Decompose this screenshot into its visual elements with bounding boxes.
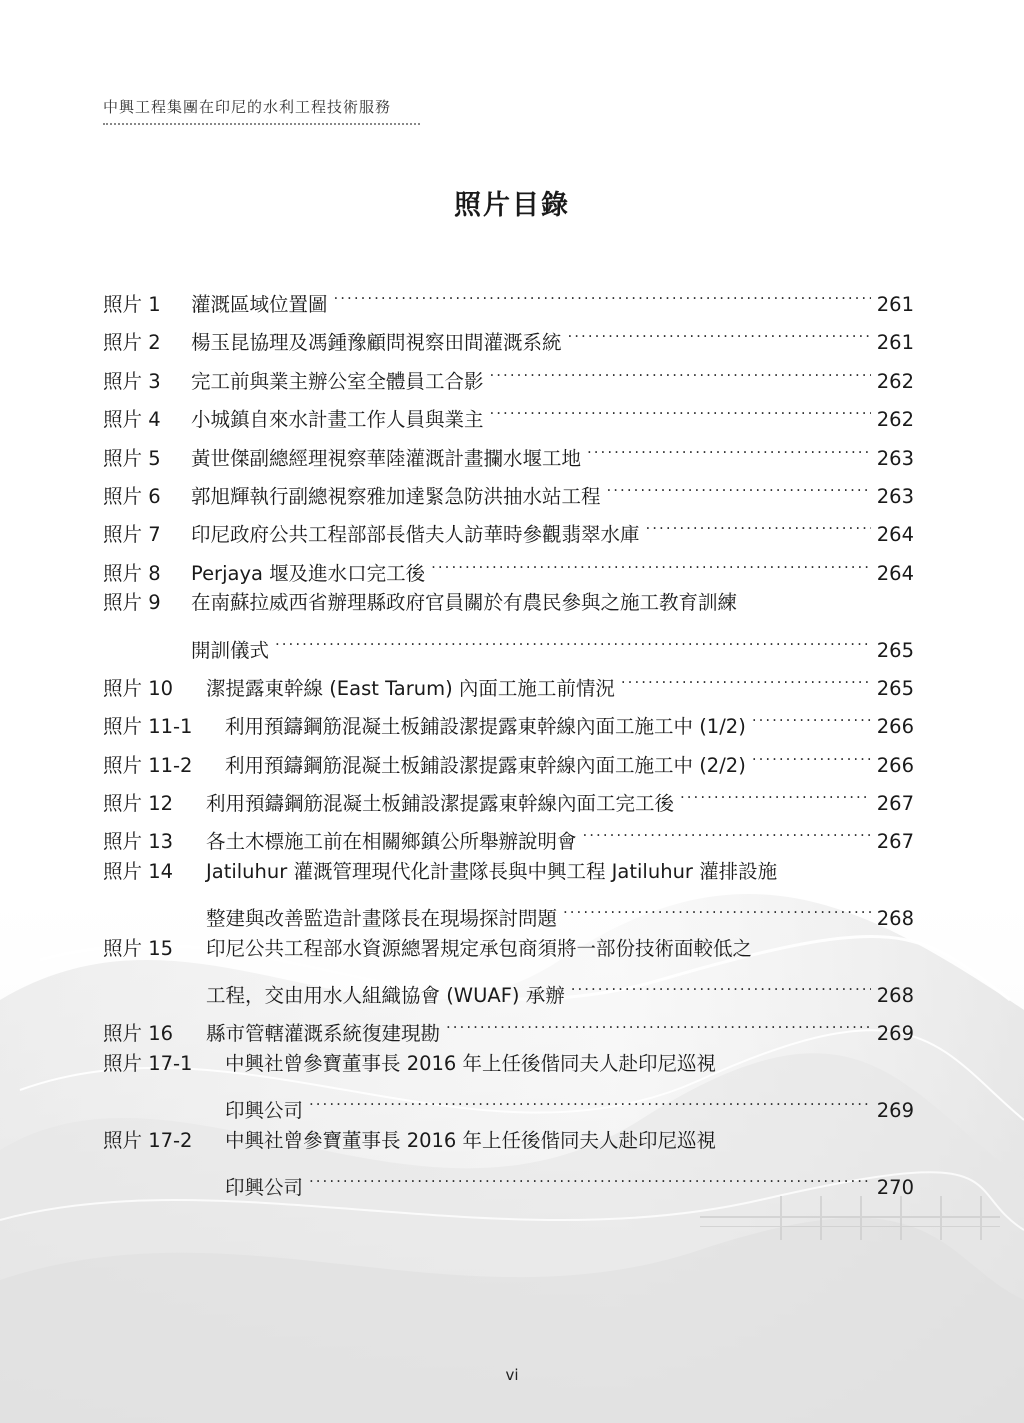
toc-entry xyxy=(103,818,914,856)
page-number: vi xyxy=(505,1366,519,1384)
toc-entry xyxy=(103,358,914,396)
dot-leader xyxy=(571,972,871,1002)
dot-leader xyxy=(563,895,871,925)
toc-entry-continuation xyxy=(103,895,914,933)
toc-entry xyxy=(103,588,914,626)
dot-leader xyxy=(446,1010,871,1040)
toc-entry xyxy=(103,550,914,588)
toc-entry-title: 在南蘇拉威西省辦理縣政府官員關於有農民參與之施工教育訓練 xyxy=(191,591,738,615)
toc-entry-number: 照片 5 xyxy=(103,446,161,470)
toc-entry-number: 照片 17-1 xyxy=(103,1051,193,1075)
dot-leader xyxy=(334,281,871,311)
toc-entry-title: 中興社曾參寶董事長 2016 年上任後偕同夫人赴印尼巡視 xyxy=(225,1128,717,1152)
toc-entry-page: 262 xyxy=(876,369,914,393)
toc-entry xyxy=(103,742,914,780)
toc-entry-title: 潔提露東幹線 (East Tarum) 內面工施工前情況 xyxy=(206,676,615,700)
toc-entry-page: 269 xyxy=(876,1022,914,1046)
dot-leader xyxy=(490,358,871,388)
toc-entry-number: 照片 16 xyxy=(103,1022,174,1046)
toc-entry-page: 265 xyxy=(876,676,914,700)
dot-leader xyxy=(646,511,871,541)
toc-entry xyxy=(103,319,914,357)
toc-entry-page: 269 xyxy=(876,1099,914,1123)
toc-entry xyxy=(103,1126,914,1164)
toc-entry-title: 利用預鑄鋼筋混凝土板鋪設潔提露東幹線內面工施工中 (1/2) xyxy=(225,715,746,739)
toc-entry-title: 郭旭輝執行副總視察雅加達緊急防洪抽水站工程 xyxy=(191,484,601,508)
toc-entry-number: 照片 14 xyxy=(103,859,174,883)
toc-entry-number: 照片 11-1 xyxy=(103,715,193,739)
toc-entry-title: 印尼公共工程部水資源總署規定承包商須將一部份技術面較低之 xyxy=(206,936,753,960)
toc-entry xyxy=(103,435,914,473)
toc-entry-title-cont: 開訓儀式 xyxy=(191,638,270,662)
toc-entry xyxy=(103,703,914,741)
dot-leader xyxy=(587,435,871,465)
toc-entry-title: 楊玉昆協理及馮鍾豫顧問視察田間灌溉系統 xyxy=(191,331,562,355)
toc-entry-number: 照片 13 xyxy=(103,830,174,854)
toc-entry-page: 264 xyxy=(876,523,914,547)
toc-entry-title: Perjaya 堰及進水口完工後 xyxy=(191,561,426,585)
photo-toc-list xyxy=(103,281,914,1202)
toc-entry-title: 縣市管轄灌溉系統復建現勘 xyxy=(206,1022,441,1046)
toc-entry xyxy=(103,780,914,818)
toc-entry-page: 266 xyxy=(876,753,914,777)
toc-entry-page: 270 xyxy=(876,1175,914,1199)
toc-entry xyxy=(103,934,914,972)
toc-entry-page: 263 xyxy=(876,446,914,470)
toc-entry-number: 照片 11-2 xyxy=(103,753,193,777)
toc-entry-page: 268 xyxy=(876,907,914,931)
toc-entry xyxy=(103,1010,914,1048)
toc-entry-page: 261 xyxy=(876,331,914,355)
toc-entry-number: 照片 6 xyxy=(103,484,161,508)
toc-entry-number: 照片 9 xyxy=(103,591,161,615)
toc-entry-title: 利用預鑄鋼筋混凝土板鋪設潔提露東幹線內面工施工中 (2/2) xyxy=(225,753,746,777)
toc-entry xyxy=(103,1049,914,1087)
toc-entry-continuation xyxy=(103,1087,914,1125)
dot-leader xyxy=(275,627,871,657)
dot-leader xyxy=(752,742,871,772)
toc-entry-number: 照片 2 xyxy=(103,331,161,355)
dot-leader xyxy=(309,1087,871,1117)
toc-entry-number: 照片 10 xyxy=(103,676,174,700)
toc-entry-page: 262 xyxy=(876,408,914,432)
toc-entry-title: 黃世傑副總經理視察華陸灌溉計畫攔水堰工地 xyxy=(191,446,582,470)
page-title: 照片目錄 xyxy=(454,190,570,221)
toc-entry-number: 照片 17-2 xyxy=(103,1128,193,1152)
toc-entry-number: 照片 1 xyxy=(103,293,161,316)
running-header: 中興工程集團在印尼的水利工程技術服務 xyxy=(103,96,420,125)
toc-entry-page: 265 xyxy=(876,638,914,662)
toc-entry-title: 完工前與業主辦公室全體員工合影 xyxy=(191,369,484,393)
toc-entry-page: 261 xyxy=(876,293,914,316)
toc-entry-title-cont: 印興公司 xyxy=(225,1175,304,1199)
dot-leader xyxy=(431,550,871,580)
toc-entry-continuation xyxy=(103,972,914,1010)
toc-entry-title: 各土木標施工前在相關鄉鎮公所舉辦說明會 xyxy=(206,830,577,854)
toc-entry xyxy=(103,511,914,549)
toc-entry-title-cont: 整建與改善監造計畫隊長在現場探討問題 xyxy=(206,907,558,931)
toc-entry-number: 照片 4 xyxy=(103,408,161,432)
toc-entry-title: Jatiluhur 灌溉管理現代化計畫隊長與中興工程 Jatiluhur 灌排設施 xyxy=(206,859,778,883)
toc-entry-title: 印尼政府公共工程部部長偕夫人訪華時參觀翡翠水庫 xyxy=(191,523,640,547)
toc-entry-title: 小城鎮自來水計畫工作人員與業主 xyxy=(191,408,484,432)
toc-entry-page: 264 xyxy=(876,561,914,585)
toc-entry-number: 照片 12 xyxy=(103,792,174,816)
toc-entry-title: 中興社曾參寶董事長 2016 年上任後偕同夫人赴印尼巡視 xyxy=(225,1051,717,1075)
toc-entry xyxy=(103,396,914,434)
dot-leader xyxy=(621,665,871,695)
toc-entry-page: 266 xyxy=(876,715,914,739)
toc-entry-page: 267 xyxy=(876,792,914,816)
toc-entry-continuation xyxy=(103,1164,914,1202)
toc-entry-page: 267 xyxy=(876,830,914,854)
dot-leader xyxy=(568,319,871,349)
dot-leader xyxy=(607,473,871,503)
dot-leader xyxy=(680,780,871,810)
toc-entry-title: 灌溉區域位置圖 xyxy=(191,293,328,316)
toc-entry-number: 照片 8 xyxy=(103,561,161,585)
dot-leader xyxy=(583,818,871,848)
toc-entry-page: 263 xyxy=(876,484,914,508)
toc-entry-title-cont: 印興公司 xyxy=(225,1099,304,1123)
toc-entry xyxy=(103,281,914,319)
toc-entry-number: 照片 3 xyxy=(103,369,161,393)
toc-entry xyxy=(103,473,914,511)
toc-entry-title: 利用預鑄鋼筋混凝土板鋪設潔提露東幹線內面工完工後 xyxy=(206,792,675,816)
toc-entry xyxy=(103,857,914,895)
toc-entry-title-cont: 工程，交由用水人組織協會 (WUAF) 承辦 xyxy=(206,984,565,1008)
dot-leader xyxy=(309,1164,871,1194)
toc-entry xyxy=(103,665,914,703)
toc-entry-number: 照片 7 xyxy=(103,523,161,547)
toc-entry-number: 照片 15 xyxy=(103,936,174,960)
dot-leader xyxy=(490,396,871,426)
dot-leader xyxy=(752,703,871,733)
toc-entry-page: 268 xyxy=(876,984,914,1008)
toc-entry-continuation xyxy=(103,627,914,665)
